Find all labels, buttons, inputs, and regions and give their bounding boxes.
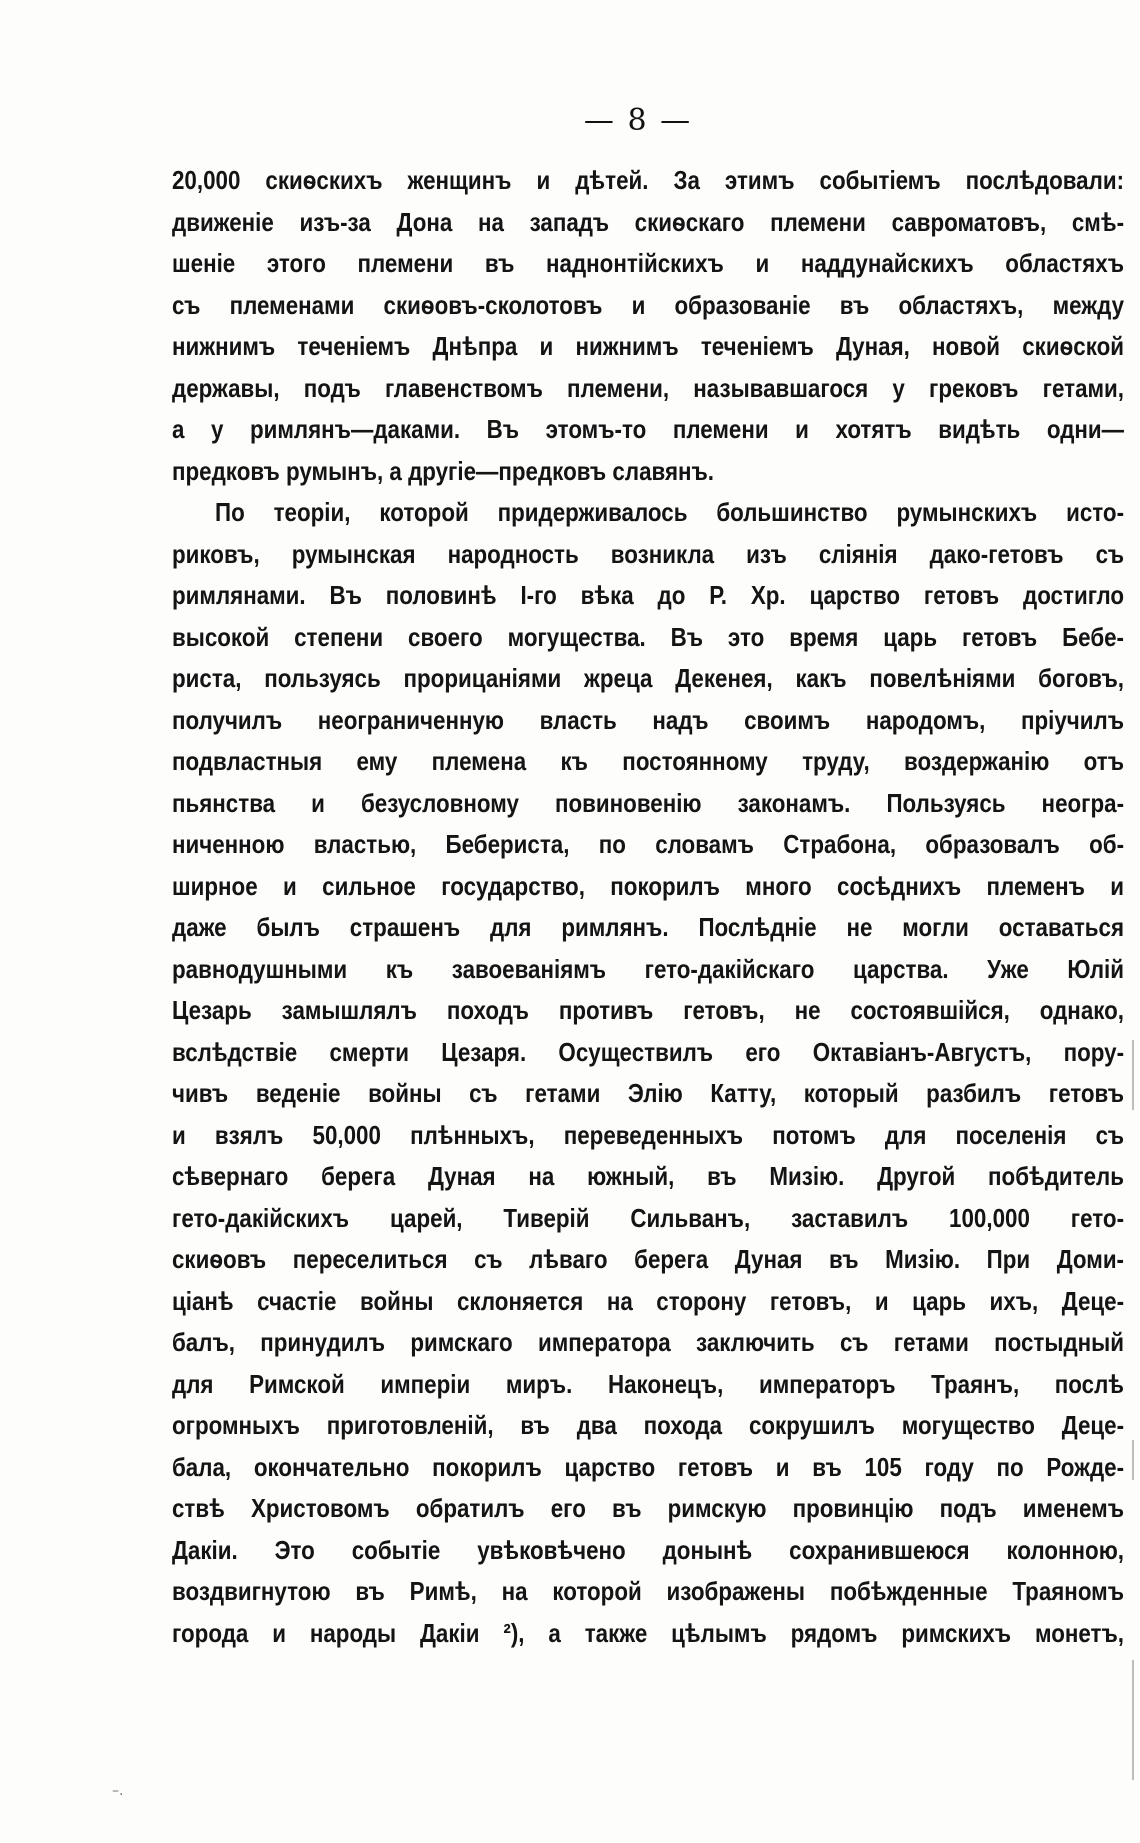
text-line: 20,000 скиѳскихъ женщинъ и дѣтей. За этимъ событіемъ послѣдовали: [172,165,1125,195]
text-line: предковъ румынъ, а другіе—предковъ славянъ. [172,455,715,486]
text-line: римлянами. Въ половинѣ I-го вѣка до Р. Хр. царство гетовъ достигло [172,580,1125,610]
text-line: ствѣ Христовомъ обратилъ его въ римскую провинцію подъ именемъ [172,1493,1125,1523]
text-line: пьянства и безусловному повиновенію законамъ. Пользуясь неогра- [172,787,1125,818]
text-line: Цезарь замышлялъ походъ противъ гетовъ, не состоявшійся, однако, [172,995,1125,1025]
page-number: — 8 — [583,103,693,138]
text-line: воздвигнутою въ Римѣ, на которой изображены побѣжденные Траяномъ [172,1576,1125,1606]
text-line: съ племенами скиѳовъ-сколотовъ и образованіе въ областяхъ, между [172,289,1125,320]
text-line: балъ, принудилъ римскаго императора заключить съ гетами постыдный [172,1327,1125,1357]
text-line: равнодушными къ завоеваніямъ гето-дакійскаго царства. Уже Юлій [172,953,1125,984]
text-line: движеніе изъ-за Дона на западъ скиѳскаго племени савроматовъ, смѣ- [172,206,1125,237]
text-line: получилъ неограниченную власть надъ своимъ народомъ, пріучилъ [172,704,1125,735]
text-line: и взялъ 50,000 плѣнныхъ, переведенныхъ потомъ для поселенія съ [172,1119,1125,1150]
text-line: бала, окончательно покорилъ царство гетовъ и въ 105 году по Рожде- [172,1451,1125,1482]
text-line: высокой степени своего могущества. Въ это время царь гетовъ Бебе- [172,621,1125,652]
scan-edge-mark [1132,1040,1134,1110]
text-line: ціанѣ счастіе войны склоняется на сторону гетовъ, и царь ихъ, Деце- [172,1285,1125,1316]
text-line: нижнимъ теченіемъ Днѣпра и нижнимъ теченіемъ Дуная, новой скиѳской [172,331,1125,361]
text-line: ниченною властью, Бебериста, по словамъ Страбона, образовалъ об- [172,829,1125,859]
text-line: риста, пользуясь прорицаніями жреца Декенея, какъ повелѣніями боговъ, [172,663,1125,693]
text-line: шеніе этого племени въ наднонтійскихъ и наддунайскихъ областяхъ [172,248,1125,278]
scan-edge-mark [1132,1440,1134,1480]
text-line: Дакіи. Это событіе увѣковѣчено донынѣ сохранившеюся колонною, [172,1534,1125,1565]
scan-smudge-mark: –. [112,1783,124,1799]
text-line: чивъ веденіе войны съ гетами Элію Катту, который разбилъ гетовъ [172,1078,1125,1108]
text-line: а у римлянъ—даками. Въ этомъ-то племени и хотятъ видѣть одни— [172,414,1125,444]
text-line: огромныхъ приготовленій, въ два похода сокрушилъ могущество Деце- [172,1410,1125,1440]
text-line: для Римской имперіи миръ. Наконецъ, императоръ Траянъ, послѣ [172,1368,1125,1399]
text-line: скиѳовъ переселиться съ лѣваго берега Дуная въ Мизію. При Доми- [172,1244,1125,1274]
text-line: гето-дакійскихъ царей, Тиверій Сильванъ, заставилъ 100,000 гето- [172,1202,1125,1233]
text-line: державы, подъ главенствомъ племени, называвшагося у грековъ гетами, [172,372,1125,403]
text-line: По теоріи, которой придерживалось большинство румынскихъ исто- [215,497,1125,527]
text-line: риковъ, румынская народность возникла изъ сліянія дако-гетовъ съ [172,538,1125,569]
scan-edge-mark [1132,1660,1134,1780]
body-text [172,160,1124,1654]
text-line: вслѣдствіе смерти Цезаря. Осуществилъ его Октавіанъ-Августъ, пору- [172,1036,1125,1067]
text-line: сѣвернаго берега Дуная на южный, въ Мизію. Другой побѣдитель [172,1161,1125,1191]
text-line: подвластныя ему племена къ постоянному труду, воздержанію отъ [172,746,1125,776]
text-line: города и народы Дакіи ²), а также цѣлымъ рядомъ римскихъ монетъ, [172,1617,1125,1648]
text-line: даже былъ страшенъ для римлянъ. Послѣдніе не могли оставаться [172,912,1125,942]
text-line: ширное и сильное государство, покорилъ много сосѣднихъ племенъ и [172,870,1125,901]
